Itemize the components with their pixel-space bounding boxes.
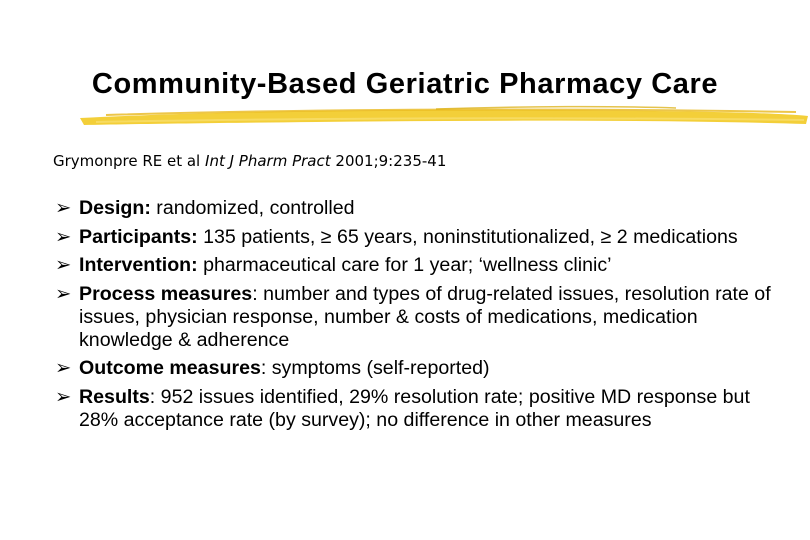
citation-details: 2001;9:235-41 (335, 152, 447, 170)
bullet-participants (55, 226, 785, 249)
bullet-outcome-measures (55, 357, 785, 380)
arrow-bullet-icon: ➢ (55, 225, 72, 248)
bullet-text: : 952 issues identified, 29% resolution rate; positive MD response but 28% acceptance rate (by survey); no difference in other measures (79, 385, 750, 431)
bullet-label: Outcome measures (79, 357, 261, 380)
bullet-results (55, 386, 785, 431)
bullet-intervention (55, 254, 785, 277)
bullet-list (55, 197, 785, 437)
bullet-text: 135 patients, ≥ 65 years, noninstitutionalized, ≥ 2 medications (197, 225, 738, 248)
bullet-label: Process measures (79, 283, 253, 306)
arrow-bullet-icon: ➢ (55, 283, 72, 306)
bullet-text: : symptoms (self-reported) (260, 357, 490, 380)
bullet-design (55, 197, 785, 220)
arrow-bullet-icon: ➢ (55, 385, 72, 408)
bullet-label: Participants: (79, 225, 198, 248)
bullet-label: Design: (79, 197, 151, 219)
bullet-label: Results (79, 385, 150, 408)
arrow-bullet-icon: ➢ (55, 357, 72, 380)
citation-journal: Int J Pharm Pract (205, 152, 331, 170)
highlighter-underline (76, 100, 810, 130)
arrow-bullet-icon: ➢ (55, 197, 72, 219)
bullet-process-measures (55, 283, 785, 351)
bullet-text: : number and types of drug-related issues, resolution rate of issues, physician response, number & costs of medications, medication knowledge & adherence (79, 283, 771, 351)
citation (53, 152, 446, 170)
citation-authors: Grymonpre RE et al (53, 152, 201, 170)
arrow-bullet-icon: ➢ (55, 254, 72, 277)
bullet-label: Intervention: (79, 254, 198, 277)
bullet-text: randomized, controlled (150, 197, 355, 219)
slide-title: Community-Based Geriatric Pharmacy Care (91, 68, 719, 100)
bullet-text: pharmaceutical care for 1 year; ‘wellness clinic’ (197, 254, 612, 277)
